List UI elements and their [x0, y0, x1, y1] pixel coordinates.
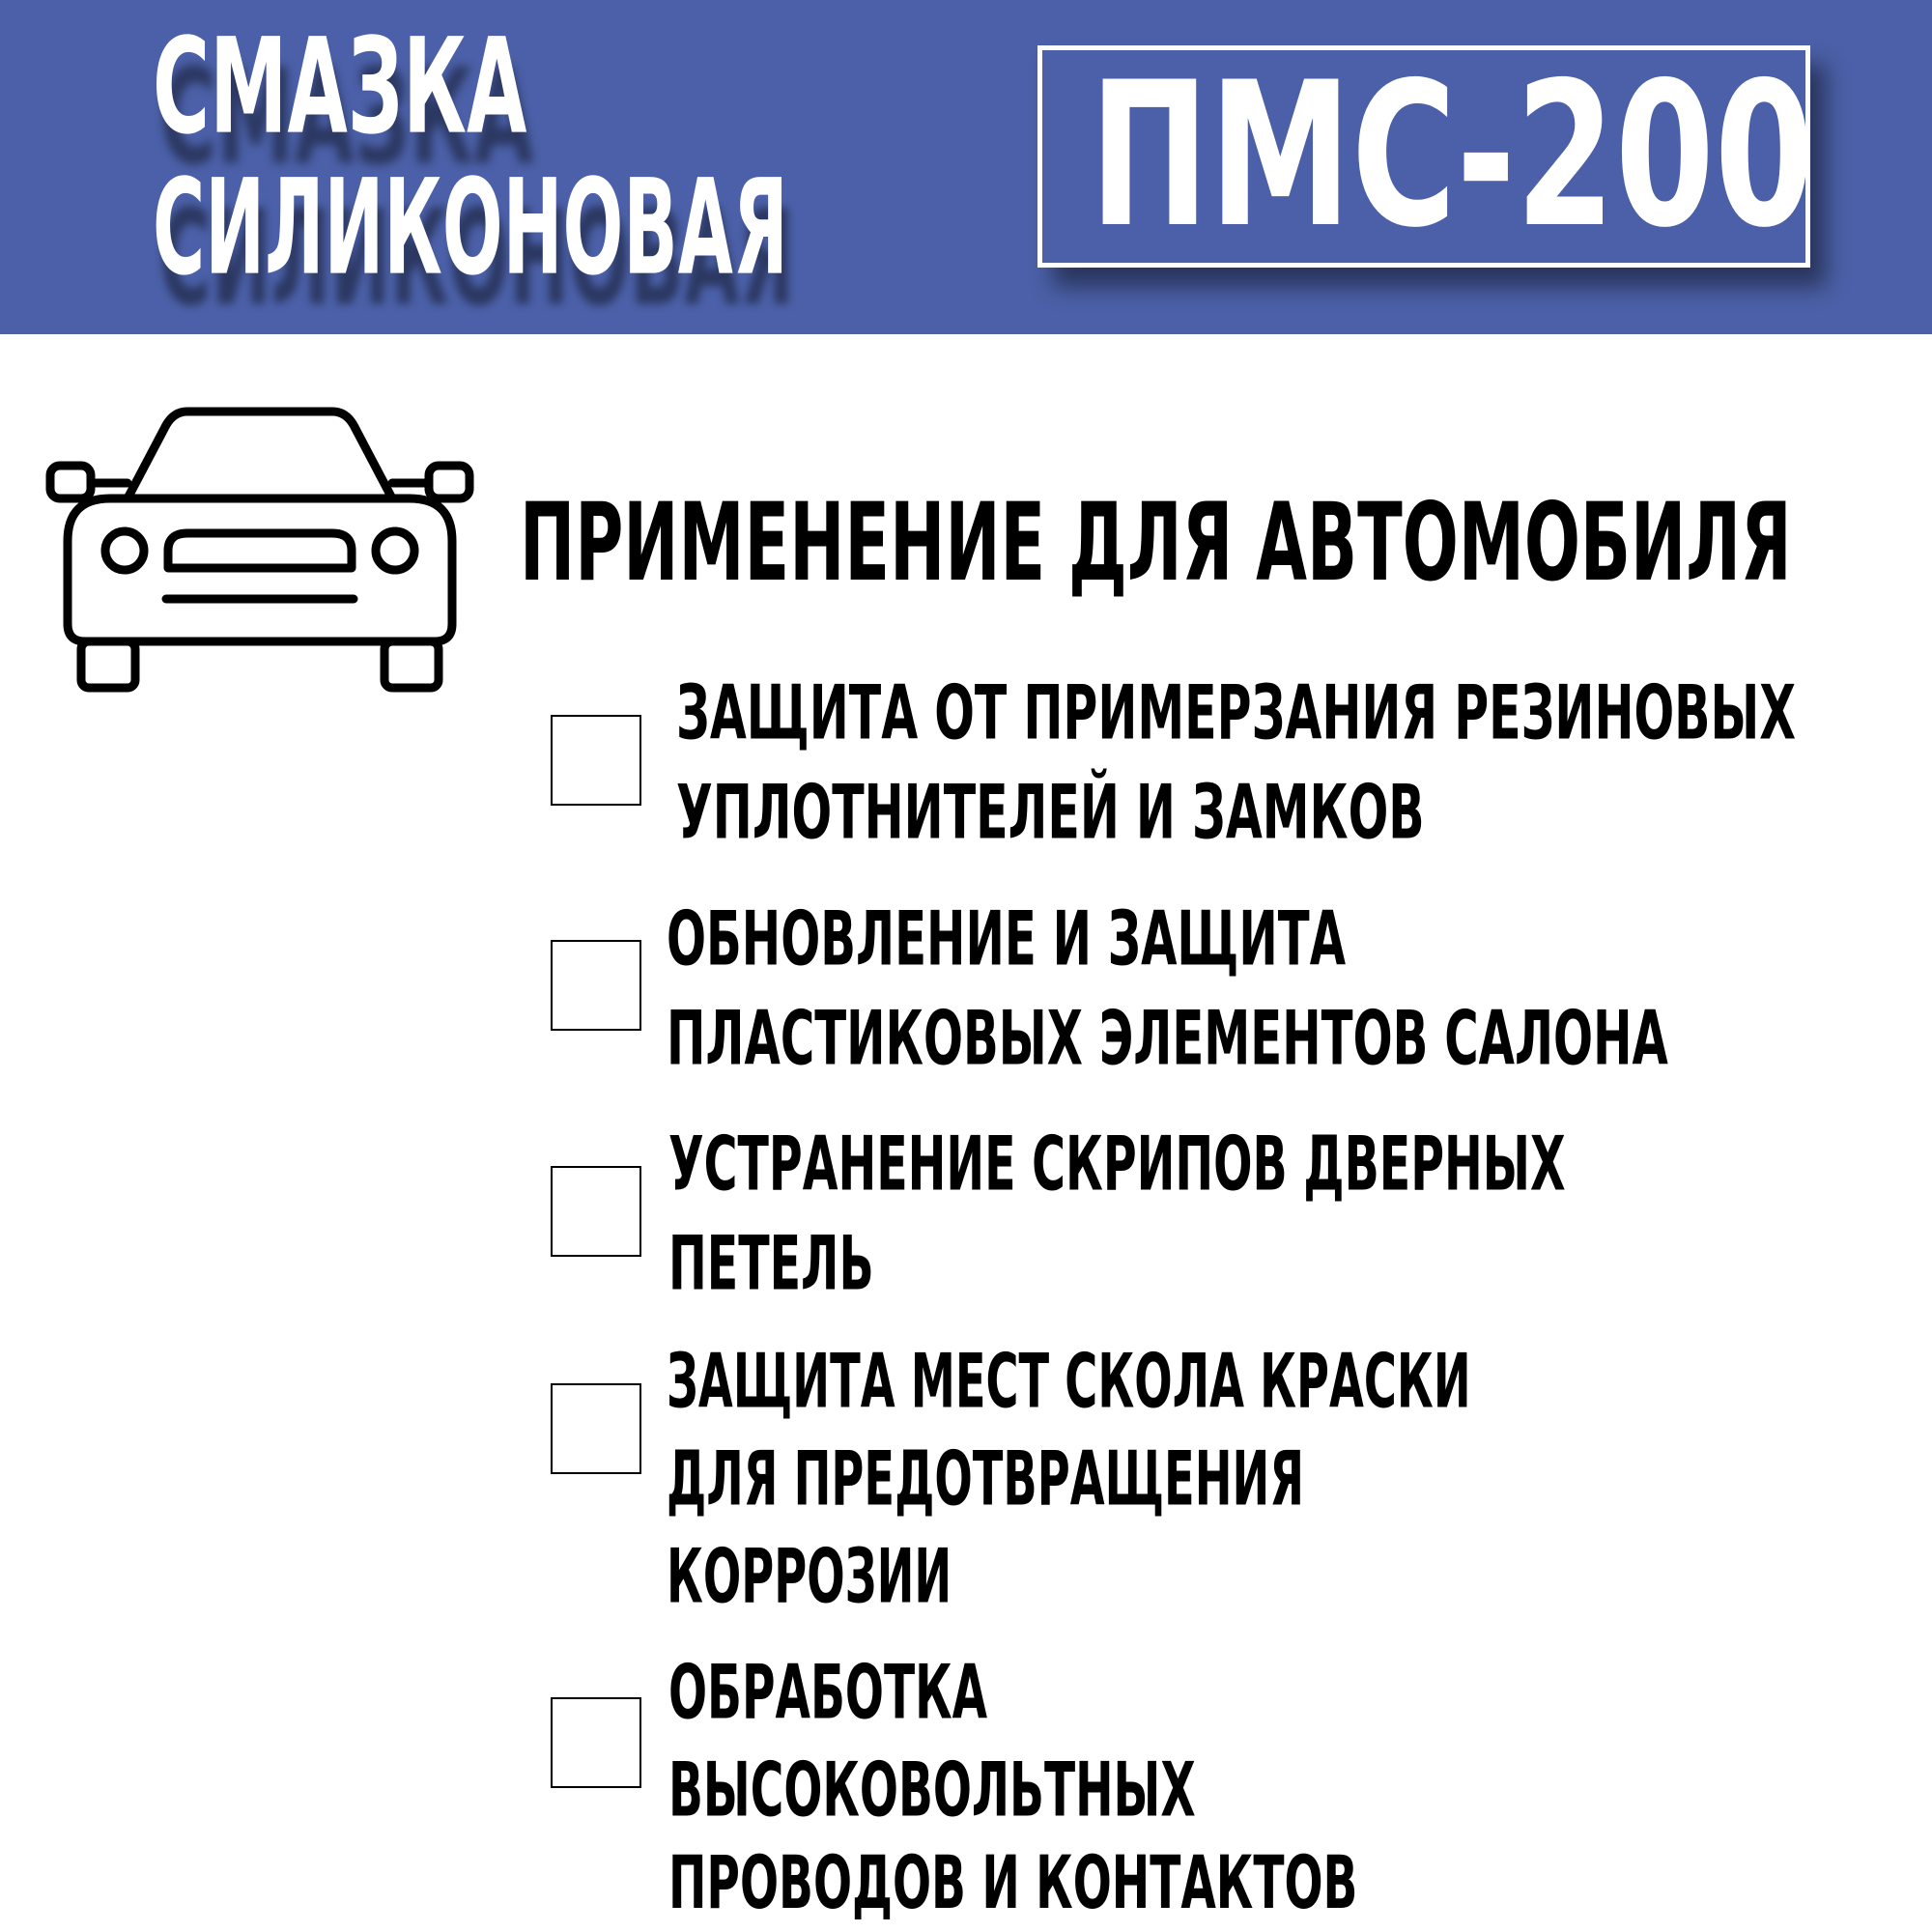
item-2-line-2: ПЛАСТИКОВЫХ ЭЛЕМЕНТОВ САЛОНА [667, 994, 1668, 1082]
item-5-line-1: ОБРАБОТКА [668, 1648, 988, 1736]
product-title-line-2: СИЛИКОНОВАЯ [153, 152, 788, 305]
item-1-line-2: УПЛОТНИТЕЛЕЙ И ЗАМКОВ [676, 768, 1425, 856]
item-3-line-2: ПЕТЕЛЬ [668, 1219, 874, 1307]
checkbox-item-1[interactable] [551, 715, 641, 806]
product-title-line-1: СМАЗКА [153, 11, 527, 164]
section-heading: ПРИМЕНЕНИЕ ДЛЯ АВТОМОБИЛЯ [520, 479, 1792, 606]
item-3-line-1: УСТРАНЕНИЕ СКРИПОВ ДВЕРНЫХ [668, 1120, 1566, 1208]
checkbox-item-3[interactable] [551, 1166, 641, 1257]
item-2-line-1: ОБНОВЛЕНИЕ И ЗАЩИТА [667, 895, 1347, 982]
checkbox-item-4[interactable] [551, 1383, 641, 1474]
item-4-line-2: ДЛЯ ПРЕДОТВРАЩЕНИЯ [667, 1435, 1305, 1522]
item-4-line-3: КОРРОЗИИ [667, 1532, 952, 1620]
header-banner [0, 0, 1932, 334]
checkbox-item-2[interactable] [551, 940, 641, 1031]
item-4-line-1: ЗАЩИТА МЕСТ СКОЛА КРАСКИ [667, 1337, 1471, 1425]
item-5-line-3: ПРОВОДОВ И КОНТАКТОВ [668, 1839, 1358, 1925]
car-front-icon [43, 406, 477, 696]
item-5-line-2: ВЫСОКОВОЛЬТНЫХ [668, 1746, 1196, 1833]
item-1-line-1: ЗАЩИТА ОТ ПРИМЕРЗАНИЯ РЕЗИНОВЫХ [676, 668, 1797, 756]
checkbox-item-5[interactable] [551, 1697, 641, 1788]
product-code: ПМС-200 [1090, 39, 1814, 272]
